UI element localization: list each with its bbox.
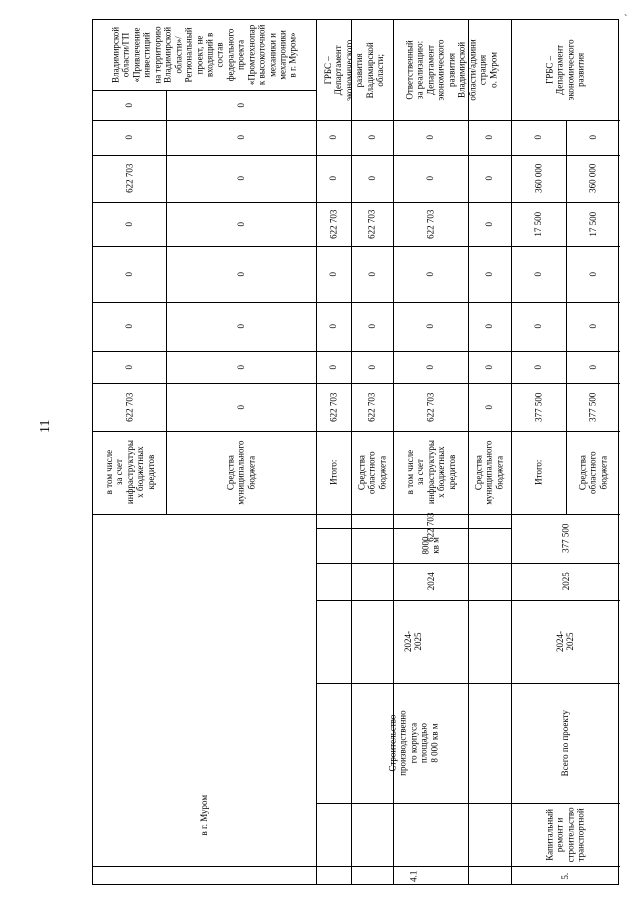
row-41-sub-val: 0 [484, 135, 495, 140]
row-rule [316, 514, 511, 515]
row-41-sub-val: 0 [366, 324, 377, 329]
row-41-sub-val: 0 [328, 176, 339, 181]
row-a-mun-val: 0 [235, 364, 246, 370]
row-5-number: 5. [560, 872, 571, 880]
row-5-sub-val: 360 000 [533, 163, 544, 194]
row-41-sub-val: 0 [484, 221, 495, 227]
row-41-responsible-2: Ответственный за реализацию: Департамент экономического развития Владимирской области/админи страция о. Муром [405, 39, 499, 101]
row-rule [316, 600, 511, 601]
row-41-sub-val: 0 [425, 364, 436, 370]
row-41-sub-val: 622 703 [425, 392, 436, 422]
row-41-sub-val: 0 [425, 324, 436, 329]
row-rule [316, 683, 511, 684]
row-41-name: Строительство производственно го корпуса площадью 8 000 кв м [387, 710, 440, 776]
row-41-sub-val: 0 [328, 135, 339, 140]
row-a-mun-val: 0 [235, 324, 246, 329]
row-a-col4: 0 [124, 271, 135, 277]
row-41-period: 2024- 2025 [403, 631, 424, 652]
row-a-col2: 0 [124, 364, 135, 370]
row-41-sub-val: 0 [425, 176, 436, 181]
row-41-sub-val: 622 703 [366, 209, 377, 239]
row-41-sub-val: 622 703 [328, 209, 339, 239]
row-5-sub-val: 0 [587, 135, 598, 140]
row-rule [316, 302, 511, 303]
row-5-responsible: ГРБС – Департамент экономического развития [544, 39, 586, 101]
row-41-sub-label: Итого: [328, 459, 339, 486]
row-a-responsible: Владимирской области/ГП «Привлечение инвестиций на территорию Владимирской области»/ Региональный проект, не входящий в состав федерального проекта «Промтехнопар к высокоточной механики и мехатроники в г. Муром» [110, 24, 298, 86]
row-41-sub-val: 0 [484, 364, 495, 370]
col-rule [166, 90, 167, 515]
row-rule [511, 514, 620, 515]
row-5-sub-val: 0 [533, 135, 544, 140]
row-rule [93, 155, 316, 156]
row-a-mun-val: 0 [235, 404, 246, 410]
row-5-year: 2025 [560, 572, 571, 591]
row-41-year: 2024 [425, 572, 436, 591]
row-41-sub-val: 622 703 [328, 392, 339, 422]
row-5-sub-val: 377 500 [533, 392, 544, 422]
row-41-responsible-1: ГРБС – Департамент экономического развития Владимирской области; [323, 39, 386, 101]
row-a-col7: 0 [124, 135, 135, 140]
row-5-name: Капитальный ремонт и строительство транспортной [544, 807, 586, 862]
row-rule [511, 600, 620, 601]
row-a-mun-val: 0 [235, 102, 246, 108]
row-5-project-total: Всего по проекту [560, 709, 571, 777]
row-rule [93, 90, 316, 91]
row-41-sub-val: 0 [484, 176, 495, 181]
row-rule [316, 246, 511, 247]
row-41-sub-val: 0 [328, 324, 339, 329]
row-rule [511, 563, 620, 564]
row-rule [316, 431, 511, 432]
row-5-sub-val: 0 [533, 324, 544, 329]
row-rule [316, 202, 511, 203]
row-5-sub-val: 0 [533, 364, 544, 370]
row-41-sub-val: 0 [328, 364, 339, 370]
row-rule [93, 246, 316, 247]
row-rule [316, 351, 511, 352]
row-41-cost-val: 622 703 [425, 512, 436, 542]
row-5-sub-val: 0 [587, 324, 598, 329]
row-41-sub-val: 0 [425, 135, 436, 140]
row-rule [316, 803, 511, 804]
row-5-cost: 377 500 [560, 523, 571, 554]
row-a-col5: 0 [124, 221, 135, 227]
row-a-region: в г. Муром [199, 795, 210, 836]
row-a-col8: 0 [124, 102, 135, 108]
row-a-total: 622 703 [124, 392, 135, 422]
row-rule [93, 202, 316, 203]
row-41-sub-label: Средства муниципального бюджета [473, 440, 505, 505]
row-41-sub-label: Средства областного бюджета [356, 451, 388, 494]
row-rule [316, 120, 511, 121]
row-5-sub-val: 0 [533, 271, 544, 277]
row-rule [511, 683, 620, 684]
row-5-sub-val: 360 000 [587, 163, 598, 194]
row-rule [93, 302, 316, 303]
row-5-sub-val: 0 [587, 364, 598, 370]
row-rule [316, 528, 511, 529]
row-41-sub-val: 0 [484, 404, 495, 410]
row-41-sub-val: 0 [366, 271, 377, 277]
row-rule [93, 120, 316, 121]
row-41-sub-val: 622 703 [425, 209, 436, 239]
row-5-sub-val: 377 500 [587, 392, 598, 422]
row-rule [316, 155, 511, 156]
row-rule [93, 383, 316, 384]
row-41-number: 4.1 [408, 870, 419, 882]
row-41-sub-val: 0 [425, 271, 436, 277]
row-rule [93, 514, 316, 515]
row-41-sub-val: 0 [484, 271, 495, 277]
row-5-sub-label: Средства областного бюджета [577, 451, 609, 494]
budget-table [92, 19, 619, 885]
row-rule [93, 431, 316, 432]
row-a-mun-val: 0 [235, 271, 246, 277]
row-a-mun-val: 0 [235, 176, 246, 181]
col-rule [566, 120, 567, 514]
row-5-sub-val: 17 500 [533, 211, 544, 237]
row-rule [316, 563, 511, 564]
row-41-sub-val: 0 [366, 364, 377, 370]
row-rule [511, 803, 620, 804]
row-41-capacity: 8000 кв м [420, 536, 441, 555]
row-a-mun-val: 0 [235, 221, 246, 227]
row-41-sub-val: 622 703 [366, 392, 377, 422]
row-5-period: 2024- 2025 [555, 631, 576, 652]
row-41-sub-val: 0 [366, 176, 377, 181]
row-5-sub-label: Итого: [533, 459, 544, 486]
row-41-sub-label: в том числе за счет инфраструктуры х бюджетных кредитов [404, 440, 457, 505]
row-41-sub-val: 0 [328, 271, 339, 277]
row-a-subtype: в том числе за счет инфраструктуры х бюджетных кредитов [103, 440, 156, 505]
row-rule [316, 383, 511, 384]
row-a-col3: 0 [124, 324, 135, 329]
row-41-sub-val: 0 [366, 135, 377, 140]
row-5-sub-val: 17 500 [587, 211, 598, 237]
page-number: 11 [38, 419, 53, 433]
row-41-sub-val: 0 [484, 324, 495, 329]
scan-mark: ` [624, 14, 628, 25]
row-rule [93, 351, 316, 352]
row-5-sub-val: 0 [587, 271, 598, 277]
row-a-mun-val: 0 [235, 135, 246, 140]
row-a-municipal-label: Средства муниципального бюджета [225, 440, 257, 505]
row-a-col6: 622 703 [124, 163, 135, 194]
